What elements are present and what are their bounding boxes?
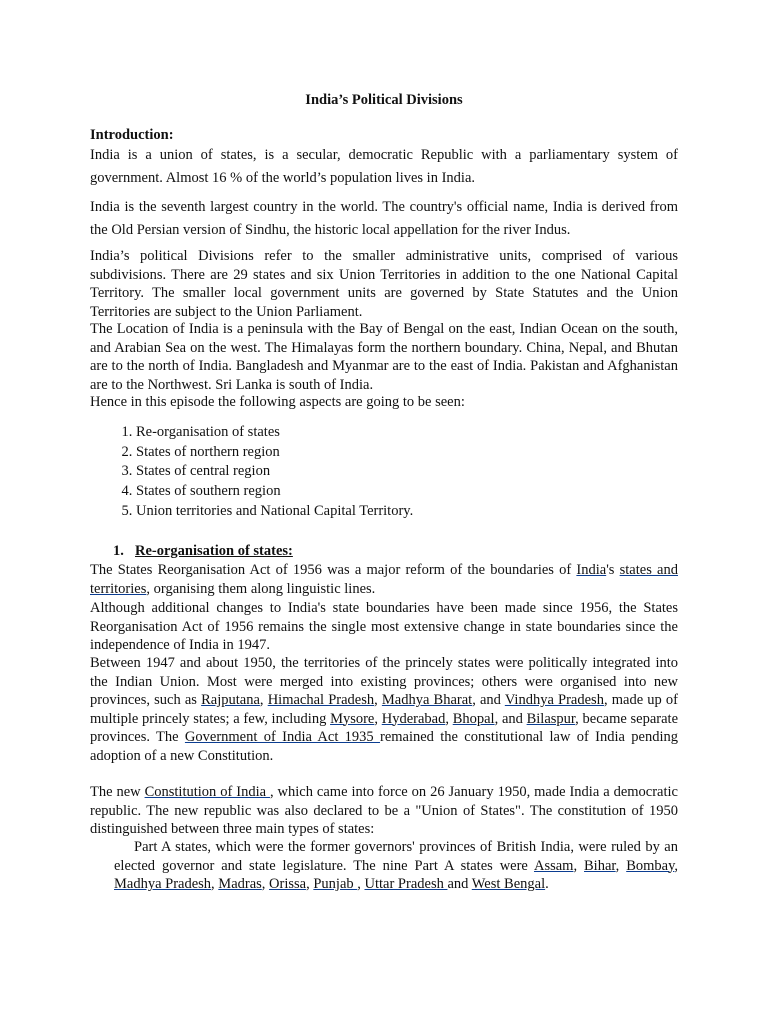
list-item: 3. States of central region [136,462,413,482]
link-government-of-india-act-1935[interactable]: Government of India Act 1935 [184,729,380,745]
introduction-heading: Introduction: [90,127,174,143]
link-constitution-of-india[interactable]: Constitution of India [144,784,270,800]
text-run: The States Reorganisation Act of 1956 was a major reform of the boundaries of [90,562,577,578]
link-madras[interactable]: Madras [218,876,262,892]
text-run: , became separate provinces. The [90,710,679,745]
text-run: , [306,876,314,892]
section-1-heading [113,543,293,560]
link-states-and-territories[interactable]: states and territories [90,562,678,597]
text-run: 's [606,562,620,578]
text-run: , and [472,692,505,708]
link-madhya-pradesh[interactable]: Madhya Pradesh [114,876,212,892]
text-run: remained the constitutional law of India pending adoption of a new Constitution. [90,729,678,764]
intro-paragraph-3: India’s political Divisions refer to the smaller administrative units, comprised of various subdivisions. There are 29 states and six Union Territories in addition to the one National Capital Territory. The smaller local government units are governed by State Statutes and the Union Territories are subject to the Union Parliament. [90,248,678,320]
intro-paragraph-1: India is a union of states, is a secular, democratic Republic with a parliamentary system of government. Almost 16 % of the world’s population lives in India. [90,147,678,186]
list-item: 1. Re-organisation of states [136,423,413,443]
intro-paragraph-2: India is the seventh largest country in the world. The country's official name, India is derived from the Old Persian version of Sindhu, the historic local appellation for the river Indus. [90,199,678,238]
text-run: , [261,876,270,892]
link-uttar-pradesh[interactable]: Uttar Pradesh [364,876,448,892]
link-mysore[interactable]: Mysore [330,710,375,727]
text-run: Part A states, which were the former governors' provinces of British India, were ruled by an elected governor and state legislature. The nine Part A states were [114,839,678,874]
link-punjab[interactable]: Punjab [313,876,358,892]
text-run: , [573,857,585,874]
link-rajputana[interactable]: Rajputana [201,692,260,708]
text-run: , organising them along linguistic lines. [146,580,376,597]
link-bihar[interactable]: Bihar [584,857,616,874]
text-run: , [374,710,382,727]
text-run: , [357,876,365,892]
list-item: 5. Union territories and National Capital Territory. [136,502,413,522]
text-run: and [447,876,472,892]
text-run: The new [90,784,145,800]
aspects-list [90,423,413,522]
link-madhya-bharat[interactable]: Madhya Bharat [381,692,473,708]
text-run: , [211,876,219,892]
link-assam[interactable]: Assam [533,857,574,874]
list-item: 4. States of southern region [136,482,413,502]
section-1-paragraph-3 [90,654,678,765]
link-himachal-pradesh[interactable]: Himachal Pradesh [267,692,375,708]
text-run: , [615,857,627,874]
link-vindhya-pradesh[interactable]: Vindhya Pradesh [504,692,604,708]
text-run: . [545,876,549,892]
section-1-paragraph-1 [90,561,678,598]
section-1-paragraph-4 [90,783,678,839]
link-bombay[interactable]: Bombay [626,857,675,874]
text-run: , made up of multiple princely states; a few, including [90,692,679,727]
text-run: , [259,692,268,708]
section-title: Re-organisation of states: [135,543,293,559]
part-a-states-bullet [114,838,678,894]
text-run: , [374,692,382,708]
link-india[interactable]: India [576,562,607,578]
document-title: India’s Political Divisions [305,92,463,108]
intro-paragraph-5: Hence in this episode the following aspects are going to be seen: [90,394,465,410]
text-run: , which came into force on 26 January 1950, made India a democratic republic. The new republic was also declared to be a "Union of States". The constitution of 1950 distinguished between three main types of states: [90,784,678,837]
section-1-paragraph-2: Although additional changes to India's state boundaries have been made since 1956, the States Reorganisation Act of 1956 remains the single most extensive change in state boundaries since the independence of India in 1947. [90,600,678,653]
link-hyderabad[interactable]: Hyderabad [381,710,446,727]
link-west-bengal[interactable]: West Bengal [471,876,546,892]
link-bilaspur[interactable]: Bilaspur [526,710,576,727]
link-bhopal[interactable]: Bhopal [452,710,495,727]
text-run: , [445,710,453,727]
list-item: 2. States of northern region [136,443,413,463]
link-orissa[interactable]: Orissa [269,876,307,892]
text-run: , [674,857,679,874]
text-run: Between 1947 and about 1950, the territories of the princely states were politically integrated into the Indian Union. Most were merged into existing provinces; others were organised into new provinces, such as [90,655,678,708]
intro-paragraph-4: The Location of India is a peninsula with the Bay of Bengal on the east, Indian Ocean on the south, and Arabian Sea on the west. The Himalayas form the northern boundary. China, Nepal, and Bhutan are to the north of India. Bangladesh and Myanmar are to the east of India. Pakistan and Afghanistan are to the Northwest. Sri Lanka is south of India. [90,321,678,393]
text-run: , and [494,710,527,727]
section-number: 1. [113,543,124,559]
